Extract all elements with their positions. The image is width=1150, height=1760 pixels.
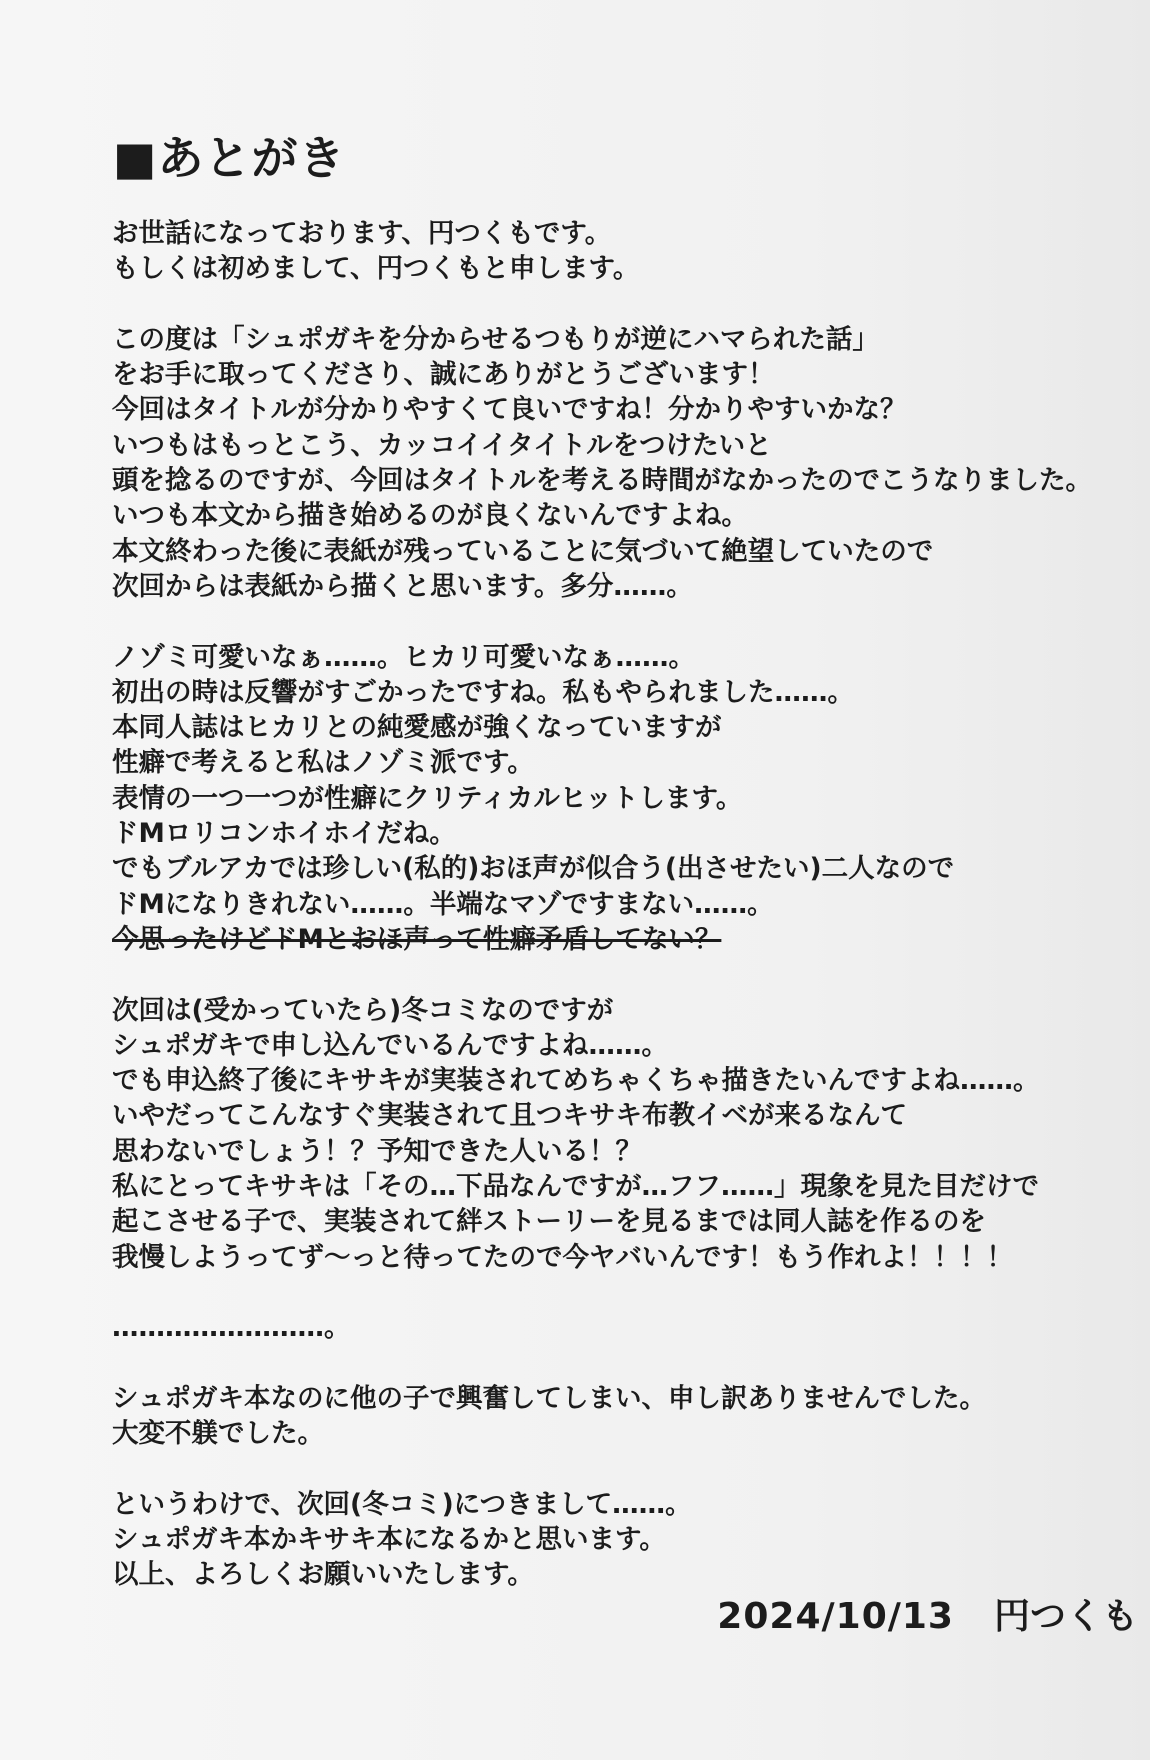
- text-line: いやだってこんなすぐ実装されて且つキサキ布教イベが来るなんて: [112, 1100, 907, 1132]
- text-line: いつも本文から描き始めるのが良くないんですよね。: [112, 500, 748, 532]
- text-line: 以上、よろしくお願いいたします。: [112, 1559, 534, 1591]
- signature: [717, 1588, 1138, 1639]
- text-line: というわけで、次回(冬コミ)につきまして……。: [112, 1488, 692, 1520]
- paragraph-next-event: [112, 993, 1112, 1275]
- paragraph-ellipsis: [112, 1310, 1112, 1345]
- page-title: ■あとがき: [113, 131, 346, 185]
- text-line: 次回からは表紙から描くと思います。多分……。: [112, 570, 693, 602]
- paragraph-gap: [112, 287, 1112, 322]
- text-line: シュポガキ本かキサキ本になるかと思います。: [112, 1523, 666, 1555]
- paragraph-gap: [112, 1275, 1112, 1310]
- text-line: 今回はタイトルが分かりやすくて良いですね！分かりやすいかな？: [112, 394, 907, 426]
- text-line: もしくは初めまして、円つくもと申します。: [112, 253, 640, 285]
- text-line: 本文終わった後に表紙が残っていることに気づいて絶望していたので: [112, 535, 934, 567]
- text-line: シュポガキで申し込んでいるんですよね……。: [112, 1029, 668, 1061]
- paragraph-gap: [112, 604, 1112, 639]
- paragraph-thanks: [112, 322, 1112, 604]
- text-line: ドMロリコンホイホイだね。: [112, 818, 456, 850]
- signature-date: 2024/10/13: [717, 1596, 954, 1637]
- paragraph-greeting: [112, 216, 1112, 287]
- text-line: シュポガキ本なのに他の子で興奮してしまい、申し訳ありませんでした。: [112, 1382, 986, 1414]
- text-line: ……………………。: [112, 1312, 351, 1344]
- text-line: 初出の時は反響がすごかったですね。私もやられました……。: [112, 676, 854, 708]
- signature-author: 円つくも: [993, 1596, 1138, 1637]
- text-line: 性癖で考えると私はノゾミ派です。: [112, 747, 534, 779]
- afterword-body: [112, 216, 1112, 1593]
- text-line: 表情の一つ一つが性癖にクリティカルヒットします。: [112, 782, 743, 814]
- text-line: この度は「シュポガキを分からせるつもりが逆にハマられた話」: [112, 323, 879, 355]
- text-line: お世話になっております、円つくもです。: [112, 218, 612, 249]
- paragraph-gap: [112, 957, 1112, 992]
- text-line: いつもはもっとこう、カッコイイタイトルをつけたいと: [112, 429, 772, 461]
- text-line: ノゾミ可愛いなぁ……。ヒカリ可愛いなぁ……。: [112, 641, 695, 673]
- paragraph-gap: [112, 1451, 1112, 1486]
- text-line: 我慢しようってず～っと待ってたので今ヤバいんです！もう作れよ！！！！: [112, 1241, 1013, 1273]
- text-line: でもブルアカでは珍しい(私的)おほ声が似合う(出させたい)二人なので: [112, 853, 955, 885]
- text-line: 起こさせる子で、実装されて絆ストーリーを見るまでは同人誌を作るのを: [112, 1206, 986, 1238]
- strikethrough-line: 今思ったけどドMとおほ声って性癖矛盾してない？: [112, 923, 722, 955]
- text-line: でも申込終了後にキサキが実装されてめちゃくちゃ描きたいんですよね……。: [112, 1065, 1040, 1097]
- paragraph-gap: [112, 1346, 1112, 1381]
- text-line: 大変不躾でした。: [112, 1418, 324, 1450]
- text-line: 思わないでしょう！？予知できた人いる！？: [112, 1135, 642, 1167]
- text-line: 私にとってキサキは「その…下品なんですが…フフ……」現象を見た目だけで: [112, 1171, 1039, 1203]
- text-line: 次回は(受かっていたら)冬コミなのですが: [112, 994, 614, 1026]
- paragraph-closing: [112, 1487, 1112, 1593]
- paragraph-apology: [112, 1381, 1112, 1452]
- paragraph-characters: [112, 640, 1112, 958]
- text-line: をお手に取ってくださり、誠にありがとうございます！: [112, 359, 775, 391]
- text-line: ドMになりきれない……。半端なマゾですまない……。: [112, 888, 774, 920]
- text-line: 頭を捻るのですが、今回はタイトルを考える時間がなかったのでこうなりました。: [112, 465, 1092, 497]
- text-line: 本同人誌はヒカリとの純愛感が強くなっていますが: [112, 712, 722, 744]
